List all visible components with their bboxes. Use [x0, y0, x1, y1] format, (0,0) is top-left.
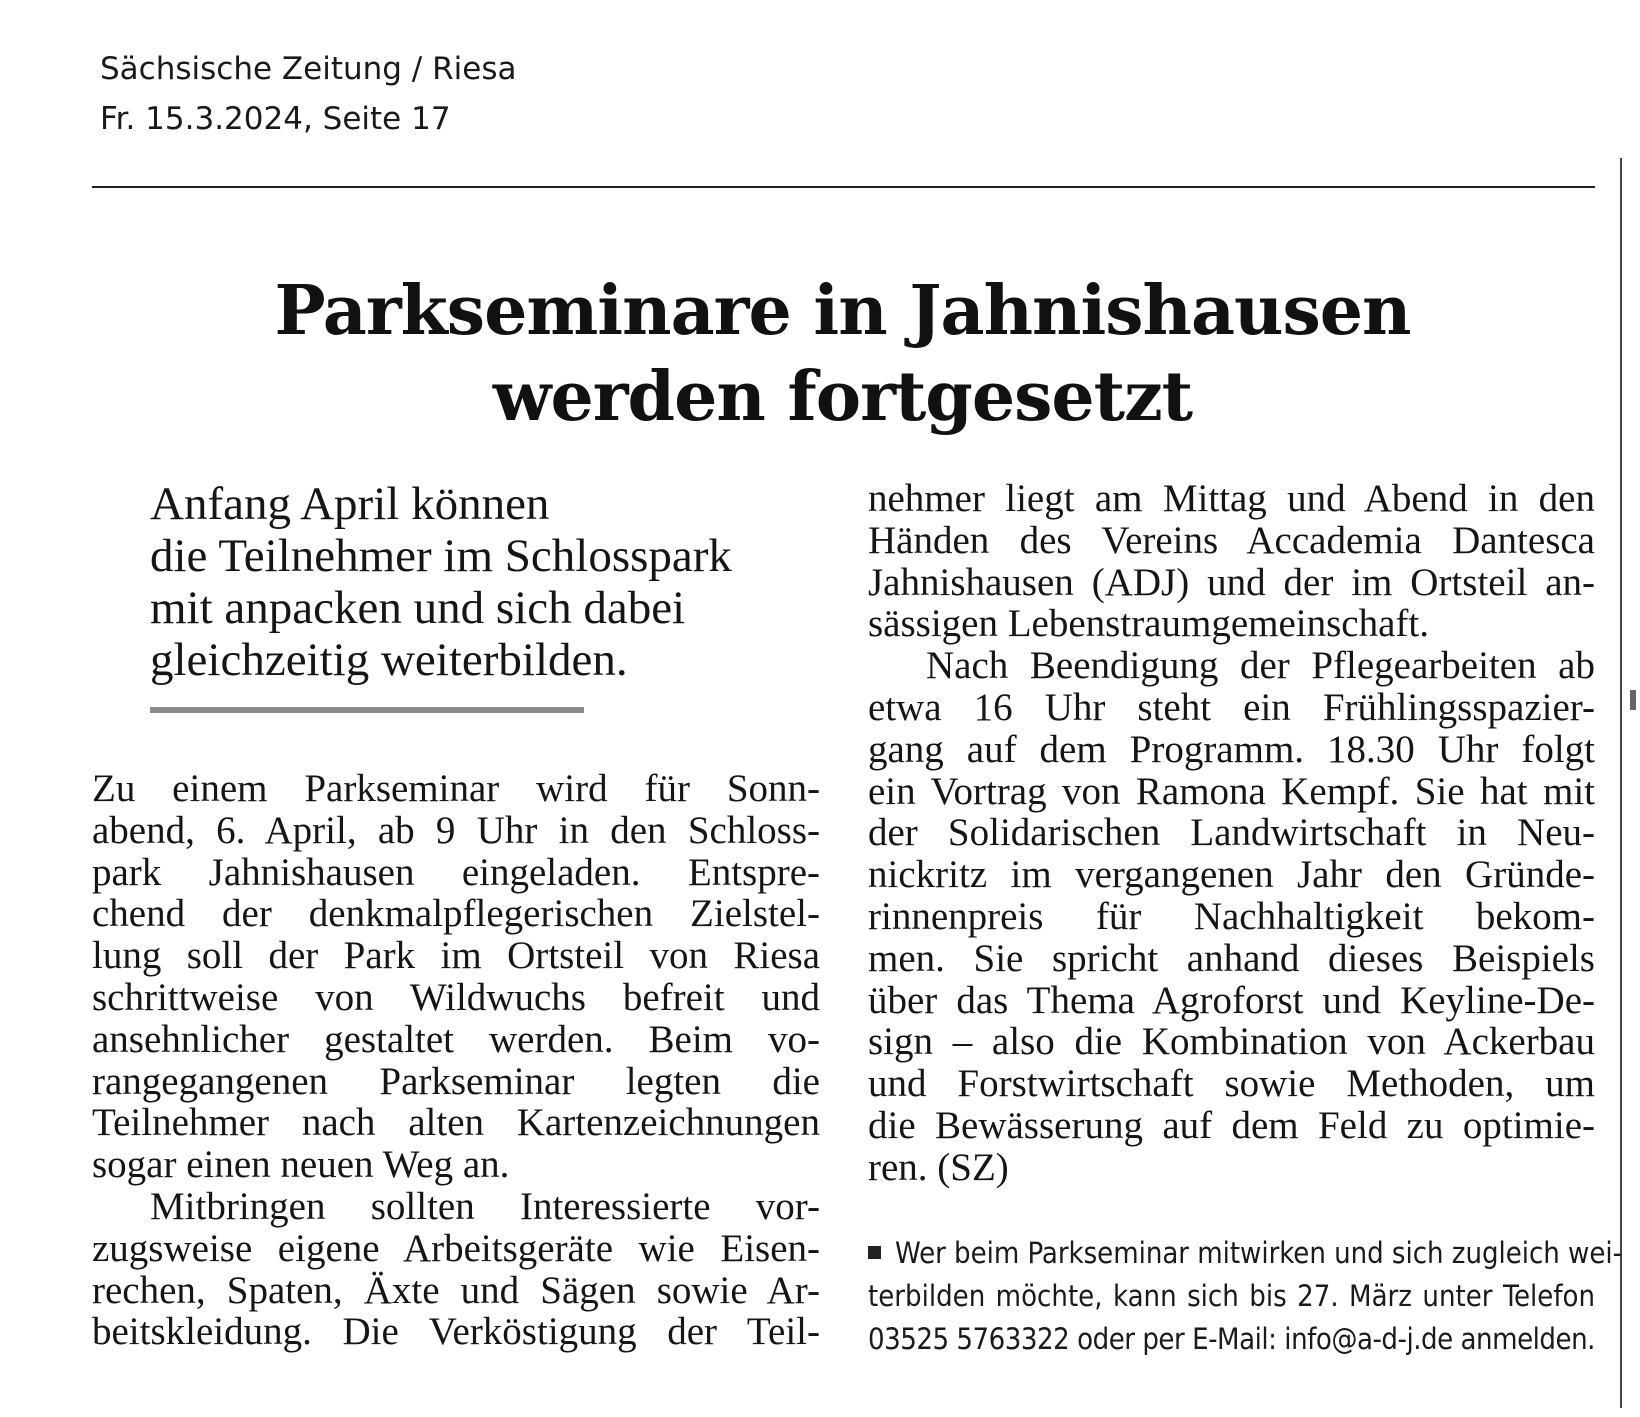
- body-line: Mitbringen sollten Interessierte vor-: [150, 1184, 820, 1228]
- body-line: zugsweise eigene Arbeitsgeräte wie Eisen-: [92, 1226, 820, 1270]
- body-line: etwa 16 Uhr steht ein Frühlingsspazier-: [868, 685, 1595, 729]
- body-line: park Jahnishausen eingeladen. Entspre-: [92, 850, 820, 894]
- body-line: Zu einem Parkseminar wird für Sonn-: [92, 767, 820, 810]
- body-line: Jahnishausen (ADJ) und der im Ortsteil an-: [868, 560, 1595, 604]
- body-column-left: [92, 768, 820, 1353]
- right-divider: [1620, 158, 1622, 1408]
- source-info: [100, 44, 516, 144]
- body-line: gang auf dem Programm. 18.30 Uhr folgt: [868, 727, 1595, 771]
- body-line: und Forstwirtschaft sowie Methoden, um: [868, 1062, 1595, 1106]
- publication-name: Sächsische Zeitung / Riesa: [100, 51, 517, 87]
- body-line: über das Thema Agroforst und Keyline-De-: [868, 978, 1595, 1022]
- body-line: abend, 6. April, ab 9 Uhr in den Schloss-: [92, 808, 820, 852]
- headline-line: werden fortgesetzt: [492, 357, 1193, 437]
- bullet-icon: [868, 1246, 881, 1259]
- body-line: ein Vortrag von Ramona Kempf. Sie hat mit: [868, 769, 1595, 813]
- body-line: chend der denkmalpflegerischen Zielstel-: [92, 892, 820, 936]
- info-line: 03525 5763322 oder per E-Mail: info@a-d-j.de anmelden.: [868, 1322, 1595, 1356]
- publication-date-page: Fr. 15.3.2024, Seite 17: [100, 101, 451, 137]
- article-lead: [150, 478, 810, 686]
- body-line: ren. (SZ): [868, 1145, 1009, 1189]
- body-line: sässigen Lebenstraumgemeinschaft.: [868, 602, 1429, 646]
- body-line: die Bewässerung auf dem Feld zu optimie-: [868, 1103, 1595, 1147]
- lead-line: mit anpacken und sich dabei: [150, 582, 686, 634]
- body-line: Händen des Vereins Accademia Dantesca: [868, 518, 1595, 562]
- lead-line: gleichzeitig weiterbilden.: [150, 634, 628, 686]
- body-line: rinnenpreis für Nachhaltigkeit bekom-: [868, 894, 1595, 938]
- body-line: der Solidarischen Landwirtschaft in Neu-: [868, 811, 1595, 855]
- body-line: lung soll der Park im Ortsteil von Riesa: [92, 934, 820, 978]
- info-line: Wer beim Parkseminar mitwirken und sich zugleich wei-: [895, 1236, 1622, 1270]
- top-divider: [92, 186, 1595, 188]
- body-line: Nach Beendigung der Pflegearbeiten ab: [926, 644, 1595, 688]
- body-line: sign – also die Kombination von Ackerbau: [868, 1020, 1595, 1064]
- info-line: terbilden möchte, kann sich bis 27. März unter Telefon: [868, 1279, 1595, 1313]
- body-line: men. Sie spricht anhand dieses Beispiels: [868, 936, 1595, 980]
- info-box: [868, 1232, 1622, 1361]
- lead-line: die Teilnehmer im Schlosspark: [150, 530, 732, 582]
- body-line: Teilnehmer nach alten Kartenzeichnungen: [92, 1101, 820, 1145]
- body-line: rangegangenen Parkseminar legten die: [92, 1059, 820, 1103]
- lead-divider: [150, 707, 584, 713]
- article-headline: [180, 268, 1505, 440]
- body-line: sogar einen neuen Weg an.: [92, 1143, 510, 1187]
- body-line: nehmer liegt am Mittag und Abend in den: [868, 477, 1595, 520]
- body-line: rechen, Spaten, Äxte und Sägen sowie Ar-: [92, 1268, 820, 1312]
- body-line: ansehnlicher gestaltet werden. Beim vo-: [92, 1017, 820, 1061]
- body-line: schrittweise von Wildwuchs befreit und: [92, 975, 820, 1019]
- body-column-right: [868, 478, 1595, 1189]
- lead-line: Anfang April können: [150, 478, 550, 530]
- body-line: beitskleidung. Die Verköstigung der Teil-: [92, 1310, 820, 1354]
- body-line: nickritz im vergangenen Jahr den Gründe-: [868, 853, 1595, 897]
- headline-line: Parkseminare in Jahnishausen: [274, 271, 1411, 351]
- margin-mark: [1630, 690, 1636, 710]
